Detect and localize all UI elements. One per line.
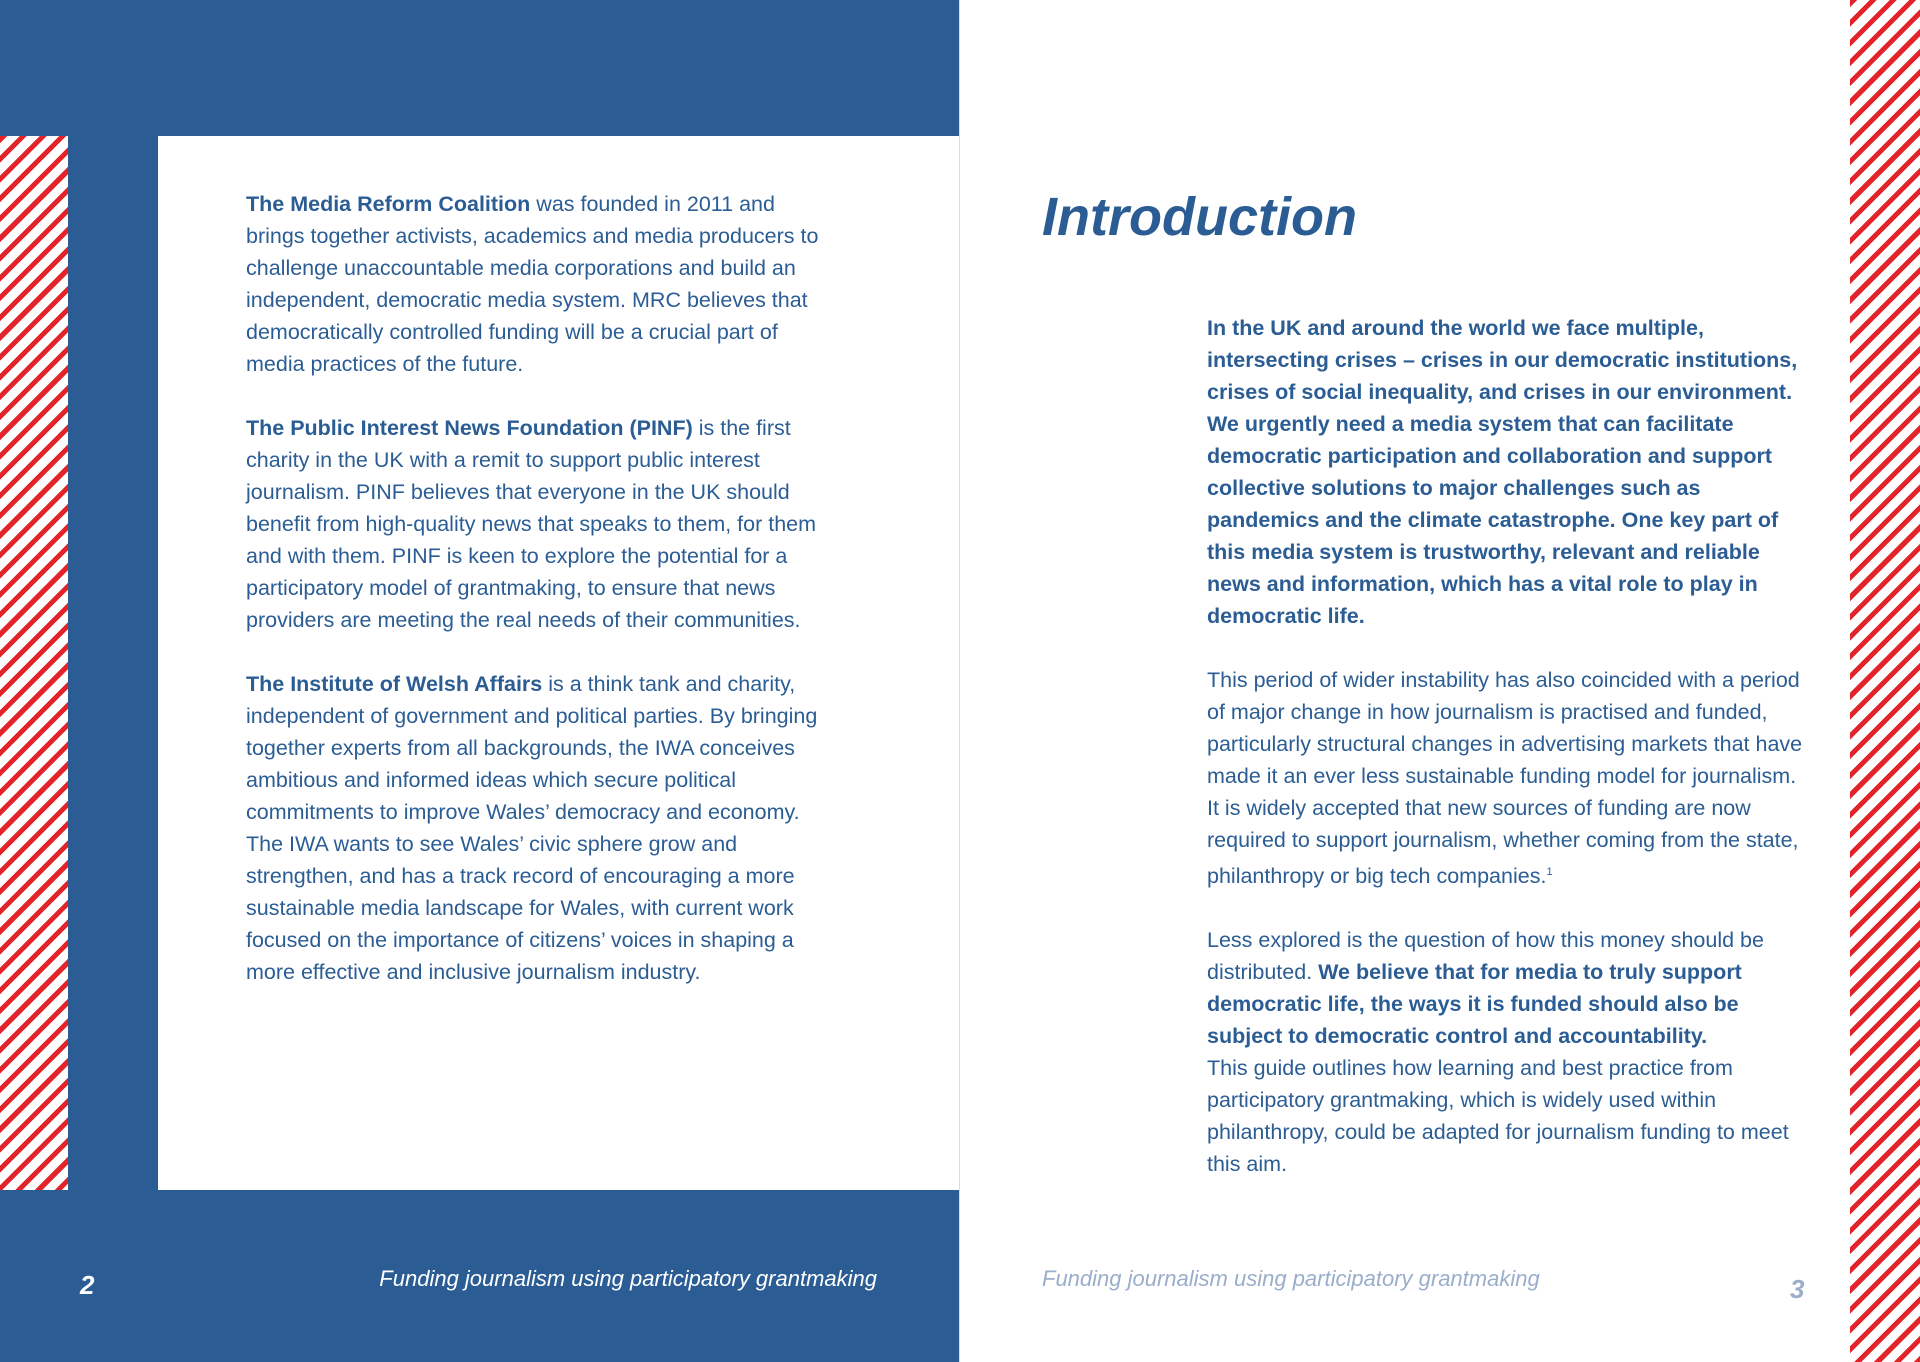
organisations-text	[246, 188, 826, 1020]
page-title: Introduction	[1042, 187, 1357, 247]
page-number-right: 3	[1790, 1274, 1805, 1304]
mrc-paragraph	[246, 188, 826, 380]
pinf-paragraph	[246, 412, 826, 636]
funding-change-text: This period of wider instability has also coincided with a period of major change in how journalism is practised and funded, particularly structural changes in advertising markets that have made it an ever less sustainable funding model for journalism. It is widely accepted that new sources of funding are now required to support journalism, whether coming from the state, philanthropy or big tech companies.	[1207, 668, 1803, 889]
decorative-stripes-right	[1850, 0, 1920, 1362]
pinf-description: is the first charity in the UK with a remit to support public interest journalism. PINF believes that everyone in the UK should benefit from high-quality news that speaks to them, for them and with them. PINF is keen to explore the potential for a participatory model of grantmaking, to ensure that news providers are meeting the real needs of their communities.	[246, 416, 817, 632]
page-divider	[959, 0, 960, 1362]
distribution-question-text: Less explored is the question of how this money should be distributed.	[1207, 928, 1764, 985]
guide-outline-text: This guide outlines how learning and best practice from participatory grantmaking, which is widely used within philanthropy, could be adapted for journalism funding to meet this aim.	[1207, 1056, 1789, 1177]
footer-title-left: Funding journalism using participatory grantmaking	[379, 1266, 877, 1291]
footnote-marker: 1	[1546, 866, 1553, 878]
page-number-left: 2	[80, 1270, 95, 1300]
distribution-paragraph	[1207, 924, 1812, 1180]
mrc-description: was founded in 2011 and brings together activists, academics and media producers to challenge unaccountable media corporations and build an independent, democratic media system. MRC believes that democratically controlled funding will be a crucial part of media practices of the future.	[246, 192, 819, 376]
pinf-name: The Public Interest News Foundation (PINF)	[246, 416, 693, 440]
belief-statement: We believe that for media to truly support democratic life, the ways it is funded should also be subject to democratic control and accountability.	[1207, 960, 1742, 1049]
intro-lead-paragraph	[1207, 312, 1812, 632]
funding-change-paragraph	[1207, 664, 1812, 892]
iwa-paragraph	[246, 668, 826, 988]
iwa-description: is a think tank and charity, independent of government and political parties. By bringing together experts from all backgrounds, the IWA conceives ambitious and informed ideas which secure political commitments to improve Wales’ democracy and economy. The IWA wants to see Wales’ civic sphere grow and strengthen, and has a track record of encouraging a more sustainable media landscape for Wales, with current work focused on the importance of citizens’ voices in shaping a more effective and inclusive journalism industry.	[246, 672, 818, 984]
introduction-text	[1207, 312, 1812, 1212]
intro-lead-text: In the UK and around the world we face multiple, intersecting crises – crises in our democratic institutions, crises of social inequality, and crises in our environment. We urgently need a media system that can facilitate democratic participation and collaboration and support collective solutions to major challenges such as pandemics and the climate catastrophe. One key part of this media system is trustworthy, relevant and reliable news and information, which has a vital role to play in democratic life.	[1207, 316, 1798, 628]
decorative-stripes-left	[0, 136, 68, 1190]
iwa-name: The Institute of Welsh Affairs	[246, 672, 543, 696]
footer-title-right: Funding journalism using participatory grantmaking	[1042, 1266, 1540, 1291]
mrc-name: The Media Reform Coalition	[246, 192, 531, 216]
